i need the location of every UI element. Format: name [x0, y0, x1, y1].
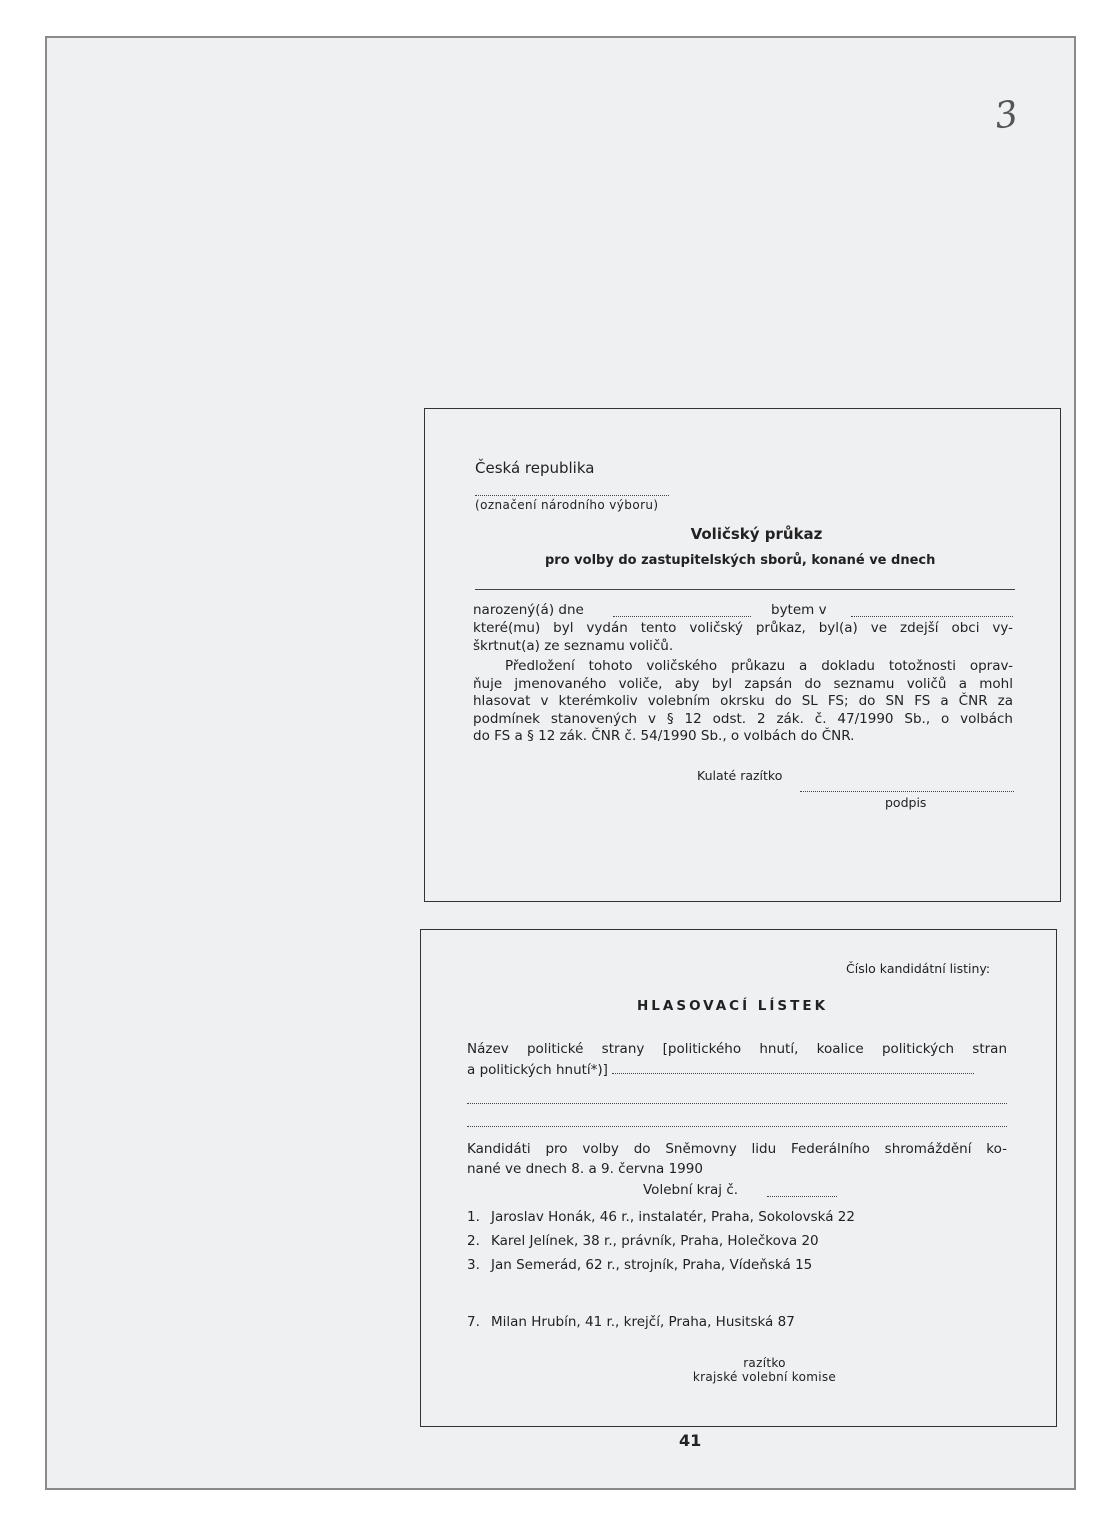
text-line: Předložení tohoto voličského průkazu a dokladu totožnosti oprav-	[505, 658, 1013, 674]
dates-fill-line	[475, 589, 1015, 590]
stamp-label: Kulaté razítko	[697, 768, 783, 783]
text-line: škrtnut(a) ze seznamu voličů.	[473, 637, 674, 654]
residence-label: bytem v	[771, 602, 827, 618]
party-name-block	[467, 1039, 1007, 1081]
text-line: které(mu) byl vydán tento voličský průkaz, byl(a) ve zdejší obci vy-	[473, 620, 1013, 636]
candidate-entry: Jan Semerád, 62 r., strojník, Praha, Vídeňská 15	[491, 1257, 813, 1273]
text-line: hlasovat v kterémkoliv volebním okrsku do SL FS; do SN FS a ČNR za	[473, 693, 1013, 709]
issue-text	[473, 620, 1013, 655]
candidate-entry: Karel Jelínek, 38 r., právník, Praha, Holečkova 20	[491, 1233, 819, 1249]
text-line: do FS a § 12 zák. ČNR č. 54/1990 Sb., o volbách do ČNR.	[473, 728, 855, 744]
candidate-entry: Milan Hrubín, 41 r., krejčí, Praha, Husitská 87	[491, 1314, 795, 1330]
document-page	[45, 36, 1076, 1490]
text-line: Kandidáti pro volby do Sněmovny lidu Federálního shromáždění ko-	[467, 1141, 1007, 1157]
list-number-label: Číslo kandidátní listiny:	[846, 961, 991, 976]
voter-card	[424, 408, 1061, 902]
candidate-number: 7.	[467, 1314, 480, 1330]
text-line: ňuje jmenovaného voliče, aby byl zapsán do seznamu voličů a mohl	[473, 675, 1013, 692]
issuer-fill-line	[475, 495, 669, 496]
text-line-content: a politických hnutí*)]	[467, 1062, 608, 1078]
region-fill-line	[767, 1196, 837, 1197]
ballot-paper	[420, 929, 1057, 1427]
page-number: 41	[679, 1431, 702, 1450]
issuer-caption: (označení národního výboru)	[475, 498, 659, 512]
voter-card-title: Voličský průkaz	[690, 525, 823, 543]
party-fill-line-3	[467, 1126, 1007, 1127]
region-stamp-caption	[421, 1356, 1058, 1384]
candidate-number: 2.	[467, 1233, 480, 1249]
stamp-line: razítko	[743, 1356, 786, 1370]
handwritten-page-number: 3	[992, 93, 1021, 138]
voter-card-subtitle: pro volby do zastupitelských sborů, konané ve dnech	[545, 553, 936, 568]
born-label: narozený(á) dne	[473, 602, 584, 618]
candidate-number: 3.	[467, 1257, 480, 1273]
region-label: Volební kraj č.	[643, 1182, 739, 1198]
signature-label: podpis	[885, 795, 927, 810]
born-fill-line	[613, 616, 751, 617]
text-line: nané ve dnech 8. a 9. června 1990	[467, 1161, 703, 1177]
party-fill-line	[612, 1073, 974, 1074]
party-fill-line-2	[467, 1103, 1007, 1104]
signature-fill-line	[800, 791, 1014, 792]
candidate-number: 1.	[467, 1209, 480, 1225]
legal-paragraph	[473, 658, 1013, 746]
candidates-intro	[467, 1139, 1007, 1179]
ballot-title: HLASOVACÍ LÍSTEK	[637, 998, 829, 1014]
text-line: podmínek stanovených v § 12 odst. 2 zák. č. 47/1990 Sb., o volbách	[473, 710, 1013, 727]
text-line: Název politické strany [politického hnutí, koalice politických stran	[467, 1041, 1007, 1057]
text-line	[467, 1060, 1007, 1081]
country-label: Česká republika	[475, 459, 595, 477]
stamp-line: krajské volební komise	[692, 1370, 837, 1384]
candidate-entry: Jaroslav Honák, 46 r., instalatér, Praha, Sokolovská 22	[491, 1209, 855, 1225]
residence-fill-line	[851, 616, 1013, 617]
